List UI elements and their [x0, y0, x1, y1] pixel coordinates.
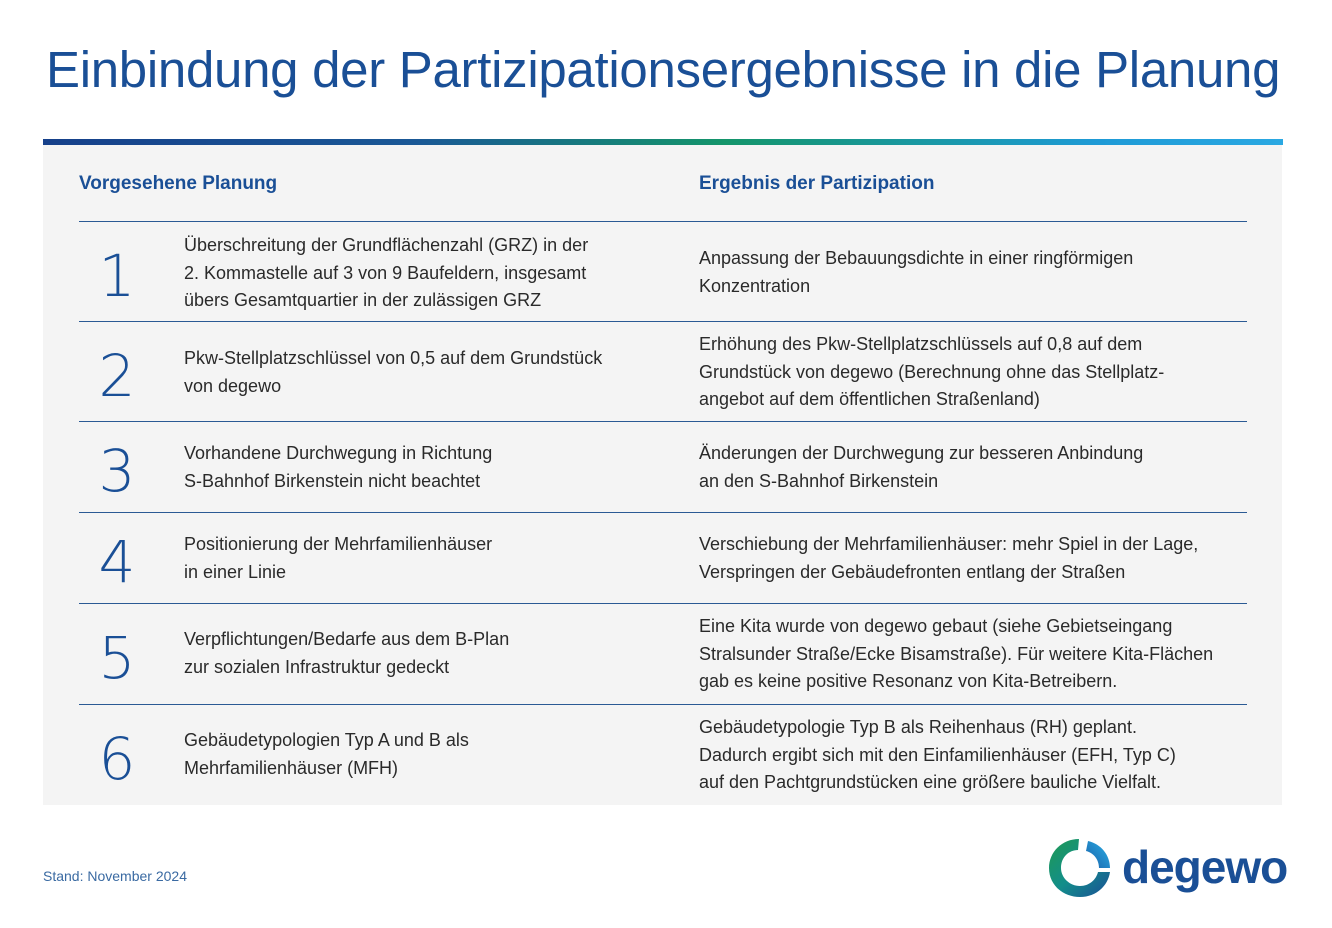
planned-text [184, 440, 644, 495]
result-text-line: Verschiebung der Mehrfamilienhäuser: mehr Spiel in der Lage, [699, 534, 1199, 554]
planned-text [184, 531, 644, 586]
planned-text-line: Vorhandene Durchwegung in Richtung [184, 443, 493, 463]
page-title: Einbindung der Partizipationsergebnisse in die Planung [46, 41, 1281, 98]
status-date: Stand: November 2024 [43, 868, 187, 884]
result-text-line: Dadurch ergibt sich mit den Einfamilienhäuser (EFH, Typ C) [699, 744, 1176, 765]
result-text-line: Stralsunder Straße/Ecke Bisamstraße). Für weitere Kita-Flächen [699, 643, 1214, 664]
planned-text-line: Pkw-Stellplatzschlüssel von 0,5 auf dem Grundstück [184, 348, 603, 368]
result-text [699, 613, 1247, 696]
result-text-line: Grundstück von degewo (Berechnung ohne das Stellplatz- [699, 361, 1165, 382]
result-text-line: Eine Kita wurde von degewo gebaut (siehe Gebietseingang [699, 616, 1173, 636]
logo-wordmark: degewo [1122, 841, 1288, 893]
planned-text-line: übers Gesamtquartier in der zulässigen GRZ [184, 290, 542, 310]
planned-text-line: 2. Kommastelle auf 3 von 9 Baufeldern, insgesamt [184, 262, 587, 283]
row-number: 4 [98, 528, 136, 596]
table-row [79, 421, 1247, 513]
column-header-result: Ergebnis der Partizipation [699, 173, 935, 194]
result-text-line: Konzentration [699, 275, 811, 296]
planned-text [184, 345, 644, 400]
planned-text-line: von degewo [184, 375, 282, 396]
result-text [699, 245, 1247, 300]
planning-table [43, 145, 1282, 805]
result-text [699, 331, 1247, 414]
result-text [699, 714, 1247, 797]
planned-text-line: Positionierung der Mehrfamilienhäuser [184, 534, 493, 554]
column-header-planned: Vorgesehene Planung [79, 173, 278, 194]
result-text-line: Änderungen der Durchwegung zur besseren Anbindung [699, 443, 1144, 463]
result-text-line: Gebäudetypologie Typ B als Reihenhaus (RH) geplant. [699, 717, 1137, 737]
planned-text-line: Gebäudetypologien Typ A und B als [184, 730, 469, 750]
table-row [79, 321, 1247, 422]
planned-text-line: Mehrfamilienhäuser (MFH) [184, 757, 399, 778]
result-text-line: Erhöhung des Pkw-Stellplatzschlüssels auf 0,8 auf dem [699, 334, 1143, 354]
result-text-line: an den S-Bahnhof Birkenstein [699, 470, 939, 491]
result-text [699, 531, 1247, 586]
table-row [79, 512, 1247, 604]
result-text-line: Anpassung der Bebauungsdichte in einer ringförmigen [699, 248, 1134, 268]
result-text-line: auf den Pachtgrundstücken eine größere bauliche Vielfalt. [699, 772, 1161, 792]
result-text-line: angebot auf dem öffentlichen Straßenland) [699, 389, 1040, 409]
row-number: 6 [98, 725, 136, 793]
degewo-ring-logo-icon [1046, 835, 1116, 901]
row-number: 3 [98, 437, 136, 505]
row-number: 1 [98, 242, 136, 310]
row-number: 5 [98, 624, 136, 692]
row-number: 2 [98, 342, 136, 410]
table-row [79, 704, 1247, 806]
planned-text-line: zur sozialen Infrastruktur gedeckt [184, 656, 450, 677]
planned-text [184, 727, 644, 782]
result-text-line: gab es keine positive Resonanz von Kita-Betreibern. [699, 671, 1118, 691]
planned-text-line: Verpflichtungen/Bedarfe aus dem B-Plan [184, 629, 510, 649]
planned-text [184, 626, 644, 681]
planned-text-line: Überschreitung der Grundflächenzahl (GRZ) in der [184, 235, 589, 255]
planned-text-line: in einer Linie [184, 561, 287, 582]
degewo-logo [1046, 835, 1286, 901]
planned-text [184, 232, 644, 315]
table-row [79, 221, 1247, 322]
result-text [699, 440, 1247, 495]
result-text-line: Verspringen der Gebäudefronten entlang der Straßen [699, 561, 1126, 582]
table-row [79, 603, 1247, 705]
planned-text-line: S-Bahnhof Birkenstein nicht beachtet [184, 470, 481, 491]
